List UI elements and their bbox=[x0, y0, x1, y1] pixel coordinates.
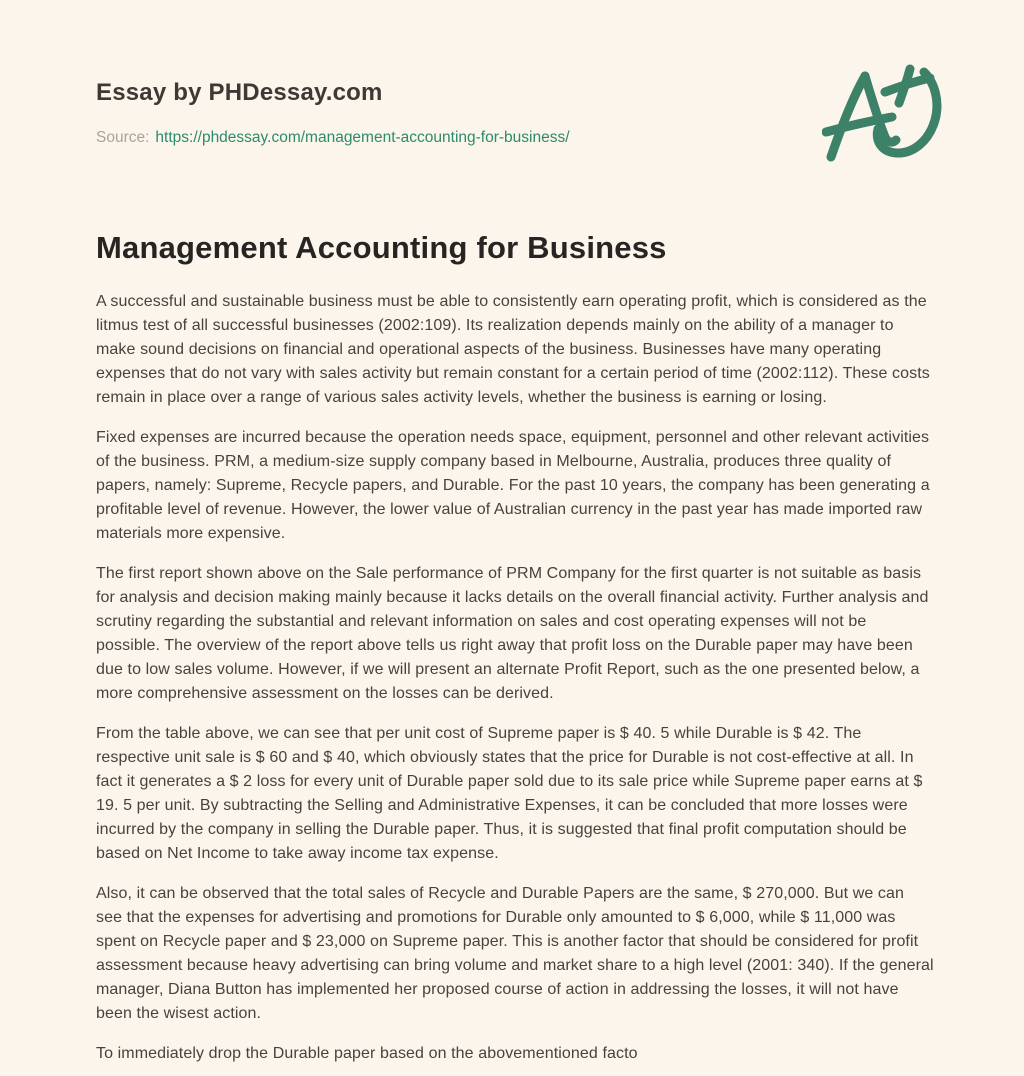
source-link[interactable]: https://phdessay.com/management-accounting-for-business/ bbox=[155, 129, 570, 146]
source-label: Source: bbox=[96, 129, 150, 146]
a-plus-logo-icon bbox=[822, 64, 954, 168]
essay-body bbox=[96, 290, 934, 1066]
header-title: Essay by PHDessay.com bbox=[96, 79, 383, 106]
phdessay-logo bbox=[822, 64, 954, 168]
source-line bbox=[96, 128, 928, 148]
essay-paragraph: Also, it can be observed that the total sales of Recycle and Durable Papers are the same, $ 270,000. But we can see that the expenses for advertising and promotions for Durable only amounted to $ 6,000, while $ 11,000 was spent on Recycle paper and $ 23,000 on Supreme paper. This is another factor that should be considered for profit assessment because heavy advertising can bring volume and market share to a high level (2001: 340). If the general manager, Diana Button has implemented her proposed course of action in addressing the losses, it will not have been the wisest action. bbox=[96, 885, 934, 1022]
essay-paragraph: To immediately drop the Durable paper based on the abovementioned facto bbox=[96, 1045, 638, 1062]
essay-paragraph: A successful and sustainable business must be able to consistently earn operating profit, which is considered as the litmus test of all successful businesses (2002:109). Its realization depends mainly on the ability of a manager to make sound decisions on financial and operational aspects of the business. Businesses have many operating expenses that do not vary with sales activity but remain constant for a certain period of time (2002:112). These costs remain in place over a range of various sales activity levels, whether the business is earning or losing. bbox=[96, 293, 930, 406]
essay-title: Management Accounting for Business bbox=[96, 230, 667, 265]
essay-paragraph: The first report shown above on the Sale performance of PRM Company for the first quarter is not suitable as basis for analysis and decision making mainly because it lacks details on the overall financial activity. Further analysis and scrutiny regarding the substantial and relevant information on sales and cost operating expenses will not be possible. The overview of the report above tells us right away that profit loss on the Durable paper may have been due to low sales volume. However, if we will present an alternate Profit Report, such as the one presented below, a more comprehensive assessment on the losses can be derived. bbox=[96, 565, 929, 702]
essay-paragraph: Fixed expenses are incurred because the operation needs space, equipment, personnel and other relevant activities of the business. PRM, a medium-size supply company based in Melbourne, Australia, produces three quality of papers, namely: Supreme, Recycle papers, and Durable. For the past 10 years, the company has been generating a profitable level of revenue. However, the lower value of Australian currency in the past year has made imported raw materials more expensive. bbox=[96, 429, 930, 542]
page-header bbox=[96, 78, 928, 148]
essay-paragraph: From the table above, we can see that per unit cost of Supreme paper is $ 40. 5 while Durable is $ 42. The respective unit sale is $ 60 and $ 40, which obviously states that the price for Durable is not cost-effective at all. In fact it generates a $ 2 loss for every unit of Durable paper sold due to its sale price while Supreme paper earns at $ 19. 5 per unit. By subtracting the Selling and Administrative Expenses, it can be concluded that more losses were incurred by the company in selling the Durable paper. Thus, it is suggested that final profit computation should be based on Net Income to take away income tax expense. bbox=[96, 725, 923, 862]
header-left bbox=[96, 78, 928, 148]
